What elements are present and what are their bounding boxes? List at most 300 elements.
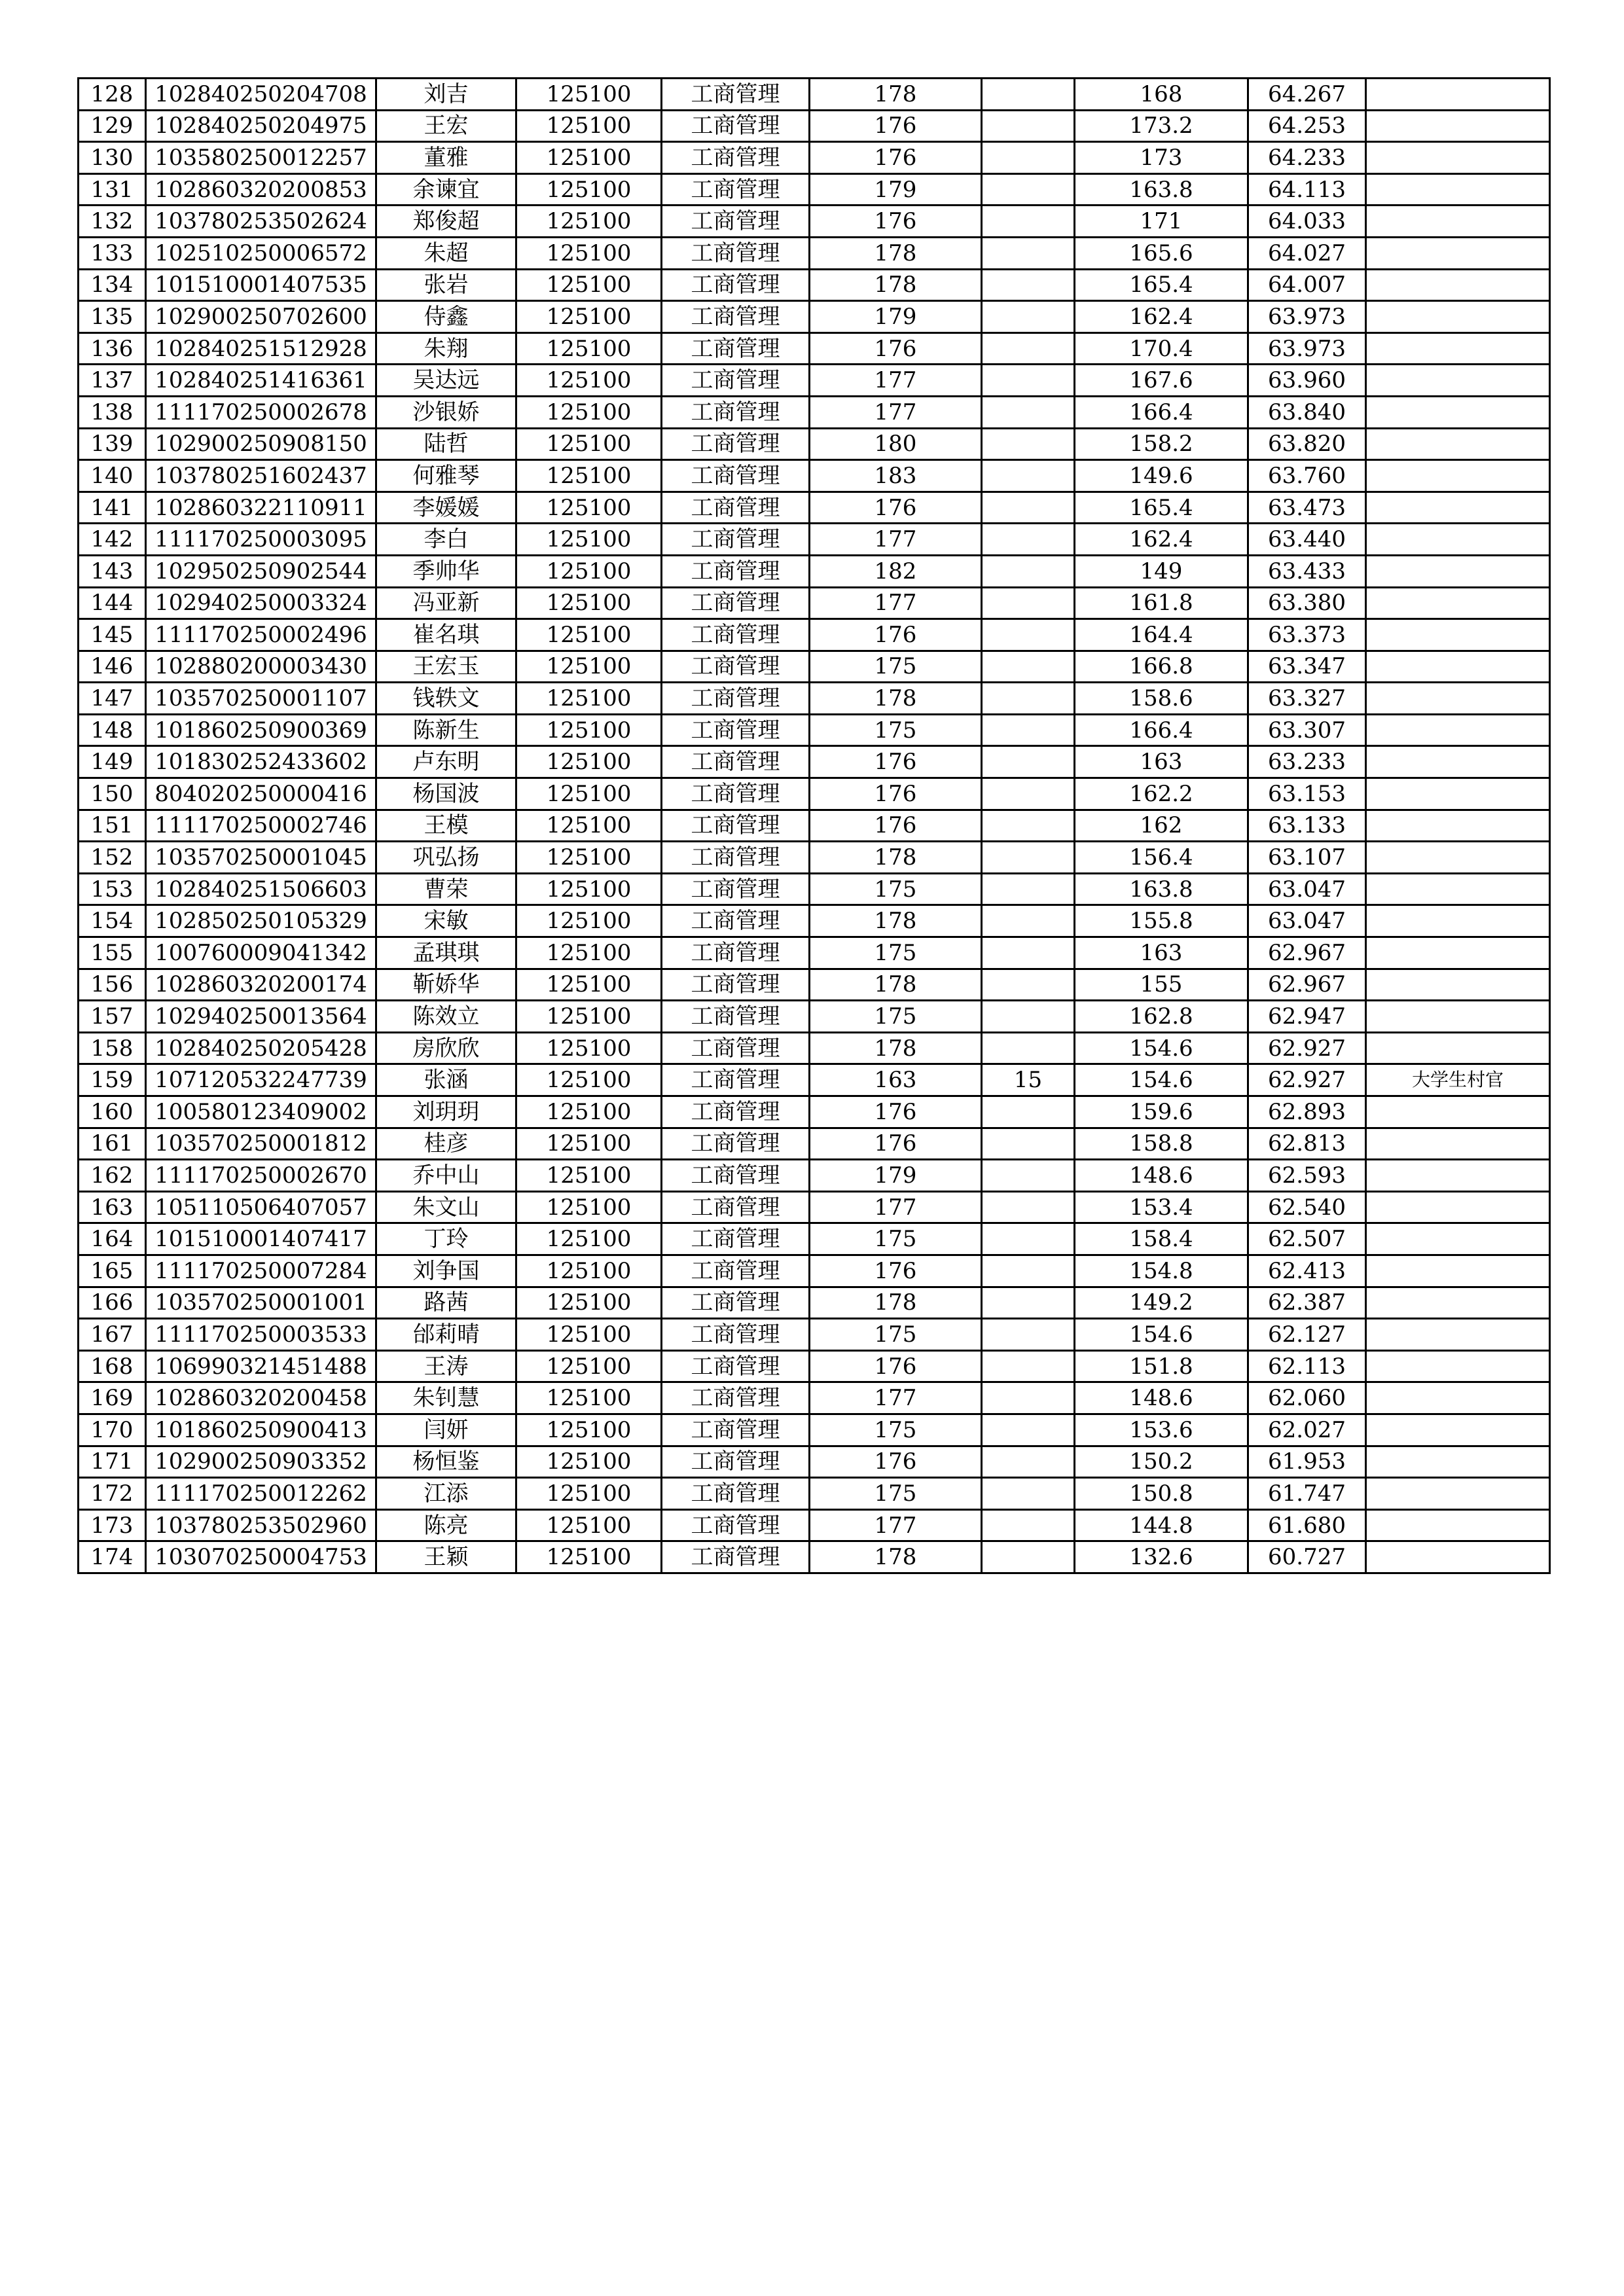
major-code-cell: 125100: [516, 1160, 662, 1192]
exam-id-cell: 111170250012262: [146, 1478, 376, 1510]
retest-score-cell: 163: [1075, 937, 1248, 969]
retest-score-cell: 161.8: [1075, 587, 1248, 619]
exam-id-cell: 101510001407417: [146, 1223, 376, 1255]
exam-id-cell: 101830252433602: [146, 746, 376, 778]
major-name-cell: 工商管理: [662, 810, 810, 842]
initial-score-cell: 178: [810, 1032, 982, 1064]
total-score-cell: 62.947: [1248, 1001, 1366, 1033]
major-name-cell: 工商管理: [662, 555, 810, 587]
table-row: [79, 1191, 1550, 1223]
exam-id-cell: 102860320200853: [146, 173, 376, 206]
table-row: [79, 873, 1550, 905]
total-score-cell: 62.967: [1248, 937, 1366, 969]
major-name-cell: 工商管理: [662, 1128, 810, 1160]
retest-score-cell: 149: [1075, 555, 1248, 587]
initial-score-cell: 179: [810, 173, 982, 206]
rank-cell: 162: [79, 1160, 146, 1192]
major-code-cell: 125100: [516, 79, 662, 111]
major-name-cell: 工商管理: [662, 1032, 810, 1064]
major-name-cell: 工商管理: [662, 79, 810, 111]
major-code-cell: 125100: [516, 842, 662, 874]
name-cell: 张涵: [376, 1064, 516, 1096]
major-code-cell: 125100: [516, 555, 662, 587]
major-code-cell: 125100: [516, 1509, 662, 1541]
name-cell: 杨国波: [376, 778, 516, 810]
total-score-cell: 63.760: [1248, 460, 1366, 492]
total-score-cell: 64.007: [1248, 269, 1366, 301]
bonus-points-cell: [982, 555, 1075, 587]
major-name-cell: 工商管理: [662, 937, 810, 969]
initial-score-cell: 178: [810, 842, 982, 874]
rank-cell: 154: [79, 905, 146, 937]
initial-score-cell: 176: [810, 110, 982, 142]
retest-score-cell: 168: [1075, 79, 1248, 111]
remark-cell: [1366, 969, 1550, 1001]
name-cell: 沙银娇: [376, 396, 516, 428]
bonus-points-cell: [982, 810, 1075, 842]
bonus-points-cell: [982, 1350, 1075, 1382]
retest-score-cell: 162.4: [1075, 301, 1248, 333]
total-score-cell: 62.813: [1248, 1128, 1366, 1160]
table-row: [79, 1255, 1550, 1287]
major-name-cell: 工商管理: [662, 396, 810, 428]
major-name-cell: 工商管理: [662, 1350, 810, 1382]
rank-cell: 167: [79, 1319, 146, 1351]
name-cell: 房欣欣: [376, 1032, 516, 1064]
total-score-cell: 63.380: [1248, 587, 1366, 619]
initial-score-cell: 175: [810, 1319, 982, 1351]
major-code-cell: 125100: [516, 269, 662, 301]
rank-cell: 137: [79, 365, 146, 397]
initial-score-cell: 178: [810, 237, 982, 269]
rank-cell: 173: [79, 1509, 146, 1541]
retest-score-cell: 154.6: [1075, 1032, 1248, 1064]
major-name-cell: 工商管理: [662, 1191, 810, 1223]
table-row: [79, 301, 1550, 333]
exam-id-cell: 111170250002670: [146, 1160, 376, 1192]
exam-id-cell: 102840251506603: [146, 873, 376, 905]
total-score-cell: 60.727: [1248, 1541, 1366, 1573]
major-code-cell: 125100: [516, 619, 662, 651]
table-row: [79, 905, 1550, 937]
table-row: [79, 555, 1550, 587]
major-name-cell: 工商管理: [662, 778, 810, 810]
major-code-cell: 125100: [516, 301, 662, 333]
table-row: [79, 110, 1550, 142]
total-score-cell: 62.967: [1248, 969, 1366, 1001]
initial-score-cell: 175: [810, 1223, 982, 1255]
initial-score-cell: 178: [810, 1541, 982, 1573]
table-row: [79, 746, 1550, 778]
total-score-cell: 62.507: [1248, 1223, 1366, 1255]
bonus-points-cell: [982, 842, 1075, 874]
major-name-cell: 工商管理: [662, 428, 810, 460]
major-name-cell: 工商管理: [662, 873, 810, 905]
total-score-cell: 63.973: [1248, 332, 1366, 365]
rank-cell: 149: [79, 746, 146, 778]
major-name-cell: 工商管理: [662, 1160, 810, 1192]
exam-id-cell: 103580250012257: [146, 142, 376, 174]
table-row: [79, 1350, 1550, 1382]
major-code-cell: 125100: [516, 1223, 662, 1255]
name-cell: 巩弘扬: [376, 842, 516, 874]
exam-id-cell: 100580123409002: [146, 1096, 376, 1128]
remark-cell: [1366, 301, 1550, 333]
retest-score-cell: 155: [1075, 969, 1248, 1001]
major-code-cell: 125100: [516, 332, 662, 365]
name-cell: 陈新生: [376, 714, 516, 746]
retest-score-cell: 148.6: [1075, 1382, 1248, 1414]
major-name-cell: 工商管理: [662, 237, 810, 269]
retest-score-cell: 173.2: [1075, 110, 1248, 142]
rank-cell: 145: [79, 619, 146, 651]
rank-cell: 129: [79, 110, 146, 142]
name-cell: 陆哲: [376, 428, 516, 460]
remark-cell: [1366, 619, 1550, 651]
total-score-cell: 63.307: [1248, 714, 1366, 746]
remark-cell: [1366, 1096, 1550, 1128]
rank-cell: 131: [79, 173, 146, 206]
initial-score-cell: 176: [810, 619, 982, 651]
total-score-cell: 61.953: [1248, 1446, 1366, 1478]
remark-cell: [1366, 1191, 1550, 1223]
rank-cell: 153: [79, 873, 146, 905]
exam-id-cell: 101510001407535: [146, 269, 376, 301]
retest-score-cell: 153.6: [1075, 1414, 1248, 1446]
bonus-points-cell: [982, 873, 1075, 905]
retest-score-cell: 165.6: [1075, 237, 1248, 269]
rank-cell: 157: [79, 1001, 146, 1033]
rank-cell: 144: [79, 587, 146, 619]
bonus-points-cell: [982, 365, 1075, 397]
rank-cell: 156: [79, 969, 146, 1001]
table-row: [79, 1128, 1550, 1160]
exam-id-cell: 111170250007284: [146, 1255, 376, 1287]
bonus-points-cell: [982, 1319, 1075, 1351]
initial-score-cell: 178: [810, 1287, 982, 1319]
retest-score-cell: 154.6: [1075, 1064, 1248, 1096]
major-code-cell: 125100: [516, 524, 662, 556]
bonus-points-cell: [982, 1255, 1075, 1287]
major-name-cell: 工商管理: [662, 492, 810, 524]
bonus-points-cell: [982, 1191, 1075, 1223]
initial-score-cell: 175: [810, 1414, 982, 1446]
table-row: [79, 1001, 1550, 1033]
remark-cell: [1366, 142, 1550, 174]
major-name-cell: 工商管理: [662, 1223, 810, 1255]
total-score-cell: 62.027: [1248, 1414, 1366, 1446]
name-cell: 杨恒鉴: [376, 1446, 516, 1478]
initial-score-cell: 176: [810, 1128, 982, 1160]
remark-cell: [1366, 778, 1550, 810]
name-cell: 孟琪琪: [376, 937, 516, 969]
bonus-points-cell: 15: [982, 1064, 1075, 1096]
exam-id-cell: 106990321451488: [146, 1350, 376, 1382]
rank-cell: 140: [79, 460, 146, 492]
major-code-cell: 125100: [516, 1541, 662, 1573]
bonus-points-cell: [982, 428, 1075, 460]
retest-score-cell: 150.8: [1075, 1478, 1248, 1510]
name-cell: 季帅华: [376, 555, 516, 587]
remark-cell: [1366, 746, 1550, 778]
remark-cell: [1366, 365, 1550, 397]
remark-cell: 大学生村官: [1366, 1064, 1550, 1096]
major-code-cell: 125100: [516, 1350, 662, 1382]
bonus-points-cell: [982, 905, 1075, 937]
remark-cell: [1366, 1541, 1550, 1573]
initial-score-cell: 178: [810, 905, 982, 937]
table-row: [79, 365, 1550, 397]
remark-cell: [1366, 842, 1550, 874]
rank-cell: 133: [79, 237, 146, 269]
major-name-cell: 工商管理: [662, 173, 810, 206]
total-score-cell: 62.127: [1248, 1319, 1366, 1351]
exam-id-cell: 103570250001045: [146, 842, 376, 874]
remark-cell: [1366, 1287, 1550, 1319]
retest-score-cell: 155.8: [1075, 905, 1248, 937]
table-row: [79, 1509, 1550, 1541]
major-name-cell: 工商管理: [662, 587, 810, 619]
table-row: [79, 492, 1550, 524]
major-code-cell: 125100: [516, 1414, 662, 1446]
initial-score-cell: 176: [810, 778, 982, 810]
remark-cell: [1366, 555, 1550, 587]
name-cell: 朱文山: [376, 1191, 516, 1223]
remark-cell: [1366, 1255, 1550, 1287]
major-name-cell: 工商管理: [662, 619, 810, 651]
initial-score-cell: 178: [810, 79, 982, 111]
major-name-cell: 工商管理: [662, 1382, 810, 1414]
name-cell: 刘吉: [376, 79, 516, 111]
remark-cell: [1366, 1446, 1550, 1478]
major-name-cell: 工商管理: [662, 524, 810, 556]
remark-cell: [1366, 110, 1550, 142]
exam-id-cell: 107120532247739: [146, 1064, 376, 1096]
table-row: [79, 1160, 1550, 1192]
remark-cell: [1366, 905, 1550, 937]
total-score-cell: 63.840: [1248, 396, 1366, 428]
rank-cell: 161: [79, 1128, 146, 1160]
table-row: [79, 1064, 1550, 1096]
exam-id-cell: 102840251416361: [146, 365, 376, 397]
total-score-cell: 61.747: [1248, 1478, 1366, 1510]
bonus-points-cell: [982, 524, 1075, 556]
major-code-cell: 125100: [516, 428, 662, 460]
bonus-points-cell: [982, 1160, 1075, 1192]
bonus-points-cell: [982, 619, 1075, 651]
initial-score-cell: 175: [810, 937, 982, 969]
name-cell: 王颖: [376, 1541, 516, 1573]
rank-cell: 169: [79, 1382, 146, 1414]
major-name-cell: 工商管理: [662, 460, 810, 492]
rank-cell: 158: [79, 1032, 146, 1064]
rank-cell: 163: [79, 1191, 146, 1223]
table-row: [79, 173, 1550, 206]
initial-score-cell: 180: [810, 428, 982, 460]
exam-id-cell: 804020250000416: [146, 778, 376, 810]
bonus-points-cell: [982, 1096, 1075, 1128]
retest-score-cell: 158.2: [1075, 428, 1248, 460]
bonus-points-cell: [982, 110, 1075, 142]
major-code-cell: 125100: [516, 905, 662, 937]
initial-score-cell: 179: [810, 301, 982, 333]
initial-score-cell: 163: [810, 1064, 982, 1096]
remark-cell: [1366, 269, 1550, 301]
major-code-cell: 125100: [516, 937, 662, 969]
table-row: [79, 460, 1550, 492]
exam-id-cell: 111170250002678: [146, 396, 376, 428]
retest-score-cell: 154.6: [1075, 1319, 1248, 1351]
major-name-cell: 工商管理: [662, 1509, 810, 1541]
total-score-cell: 64.033: [1248, 206, 1366, 238]
total-score-cell: 61.680: [1248, 1509, 1366, 1541]
rank-cell: 146: [79, 651, 146, 683]
major-code-cell: 125100: [516, 1096, 662, 1128]
major-code-cell: 125100: [516, 1446, 662, 1478]
name-cell: 郑俊超: [376, 206, 516, 238]
retest-score-cell: 149.2: [1075, 1287, 1248, 1319]
major-code-cell: 125100: [516, 1287, 662, 1319]
total-score-cell: 63.233: [1248, 746, 1366, 778]
exam-id-cell: 102860322110911: [146, 492, 376, 524]
name-cell: 朱翔: [376, 332, 516, 365]
table-row: [79, 396, 1550, 428]
remark-cell: [1366, 1128, 1550, 1160]
table-row: [79, 269, 1550, 301]
rank-cell: 164: [79, 1223, 146, 1255]
initial-score-cell: 183: [810, 460, 982, 492]
bonus-points-cell: [982, 237, 1075, 269]
initial-score-cell: 176: [810, 1350, 982, 1382]
table-row: [79, 683, 1550, 715]
exam-id-cell: 103570250001812: [146, 1128, 376, 1160]
bonus-points-cell: [982, 396, 1075, 428]
remark-cell: [1366, 1160, 1550, 1192]
table-row: [79, 1319, 1550, 1351]
exam-id-cell: 105110506407057: [146, 1191, 376, 1223]
retest-score-cell: 170.4: [1075, 332, 1248, 365]
exam-id-cell: 111170250002496: [146, 619, 376, 651]
exam-id-cell: 101860250900369: [146, 714, 376, 746]
initial-score-cell: 178: [810, 683, 982, 715]
bonus-points-cell: [982, 1478, 1075, 1510]
name-cell: 陈效立: [376, 1001, 516, 1033]
retest-score-cell: 148.6: [1075, 1160, 1248, 1192]
exam-id-cell: 102900250702600: [146, 301, 376, 333]
table-row: [79, 1223, 1550, 1255]
exam-id-cell: 102840250204975: [146, 110, 376, 142]
major-name-cell: 工商管理: [662, 1541, 810, 1573]
bonus-points-cell: [982, 1414, 1075, 1446]
major-code-cell: 125100: [516, 365, 662, 397]
remark-cell: [1366, 1382, 1550, 1414]
exam-id-cell: 102900250903352: [146, 1446, 376, 1478]
major-name-cell: 工商管理: [662, 746, 810, 778]
table-row: [79, 778, 1550, 810]
major-name-cell: 工商管理: [662, 301, 810, 333]
name-cell: 刘玥玥: [376, 1096, 516, 1128]
total-score-cell: 63.047: [1248, 905, 1366, 937]
name-cell: 冯亚新: [376, 587, 516, 619]
major-code-cell: 125100: [516, 110, 662, 142]
total-score-cell: 63.133: [1248, 810, 1366, 842]
retest-score-cell: 167.6: [1075, 365, 1248, 397]
exam-id-cell: 103570250001107: [146, 683, 376, 715]
name-cell: 张岩: [376, 269, 516, 301]
retest-score-cell: 163.8: [1075, 173, 1248, 206]
bonus-points-cell: [982, 1287, 1075, 1319]
major-name-cell: 工商管理: [662, 1319, 810, 1351]
initial-score-cell: 179: [810, 1160, 982, 1192]
name-cell: 董雅: [376, 142, 516, 174]
total-score-cell: 64.253: [1248, 110, 1366, 142]
rank-cell: 159: [79, 1064, 146, 1096]
retest-score-cell: 150.2: [1075, 1446, 1248, 1478]
name-cell: 吴达远: [376, 365, 516, 397]
remark-cell: [1366, 1319, 1550, 1351]
rank-cell: 152: [79, 842, 146, 874]
total-score-cell: 62.113: [1248, 1350, 1366, 1382]
retest-score-cell: 165.4: [1075, 269, 1248, 301]
table-row: [79, 142, 1550, 174]
exam-id-cell: 102940250013564: [146, 1001, 376, 1033]
retest-score-cell: 162: [1075, 810, 1248, 842]
total-score-cell: 63.047: [1248, 873, 1366, 905]
exam-id-cell: 102840250204708: [146, 79, 376, 111]
exam-id-cell: 101860250900413: [146, 1414, 376, 1446]
initial-score-cell: 177: [810, 1382, 982, 1414]
initial-score-cell: 175: [810, 1478, 982, 1510]
total-score-cell: 62.893: [1248, 1096, 1366, 1128]
retest-score-cell: 162.4: [1075, 524, 1248, 556]
retest-score-cell: 132.6: [1075, 1541, 1248, 1573]
remark-cell: [1366, 1414, 1550, 1446]
initial-score-cell: 176: [810, 810, 982, 842]
major-code-cell: 125100: [516, 778, 662, 810]
name-cell: 李媛媛: [376, 492, 516, 524]
exam-id-cell: 100760009041342: [146, 937, 376, 969]
total-score-cell: 64.233: [1248, 142, 1366, 174]
total-score-cell: 63.347: [1248, 651, 1366, 683]
bonus-points-cell: [982, 301, 1075, 333]
exam-id-cell: 102860320200174: [146, 969, 376, 1001]
major-code-cell: 125100: [516, 651, 662, 683]
major-code-cell: 125100: [516, 396, 662, 428]
initial-score-cell: 175: [810, 873, 982, 905]
initial-score-cell: 175: [810, 714, 982, 746]
major-code-cell: 125100: [516, 1191, 662, 1223]
rank-cell: 172: [79, 1478, 146, 1510]
bonus-points-cell: [982, 460, 1075, 492]
initial-score-cell: 176: [810, 492, 982, 524]
retest-score-cell: 151.8: [1075, 1350, 1248, 1382]
name-cell: 侍鑫: [376, 301, 516, 333]
major-name-cell: 工商管理: [662, 969, 810, 1001]
remark-cell: [1366, 237, 1550, 269]
major-name-cell: 工商管理: [662, 1446, 810, 1478]
bonus-points-cell: [982, 173, 1075, 206]
remark-cell: [1366, 873, 1550, 905]
major-code-cell: 125100: [516, 1255, 662, 1287]
name-cell: 丁玲: [376, 1223, 516, 1255]
initial-score-cell: 177: [810, 524, 982, 556]
major-code-cell: 125100: [516, 683, 662, 715]
major-name-cell: 工商管理: [662, 842, 810, 874]
initial-score-cell: 176: [810, 332, 982, 365]
name-cell: 王宏玉: [376, 651, 516, 683]
initial-score-cell: 176: [810, 746, 982, 778]
remark-cell: [1366, 1478, 1550, 1510]
